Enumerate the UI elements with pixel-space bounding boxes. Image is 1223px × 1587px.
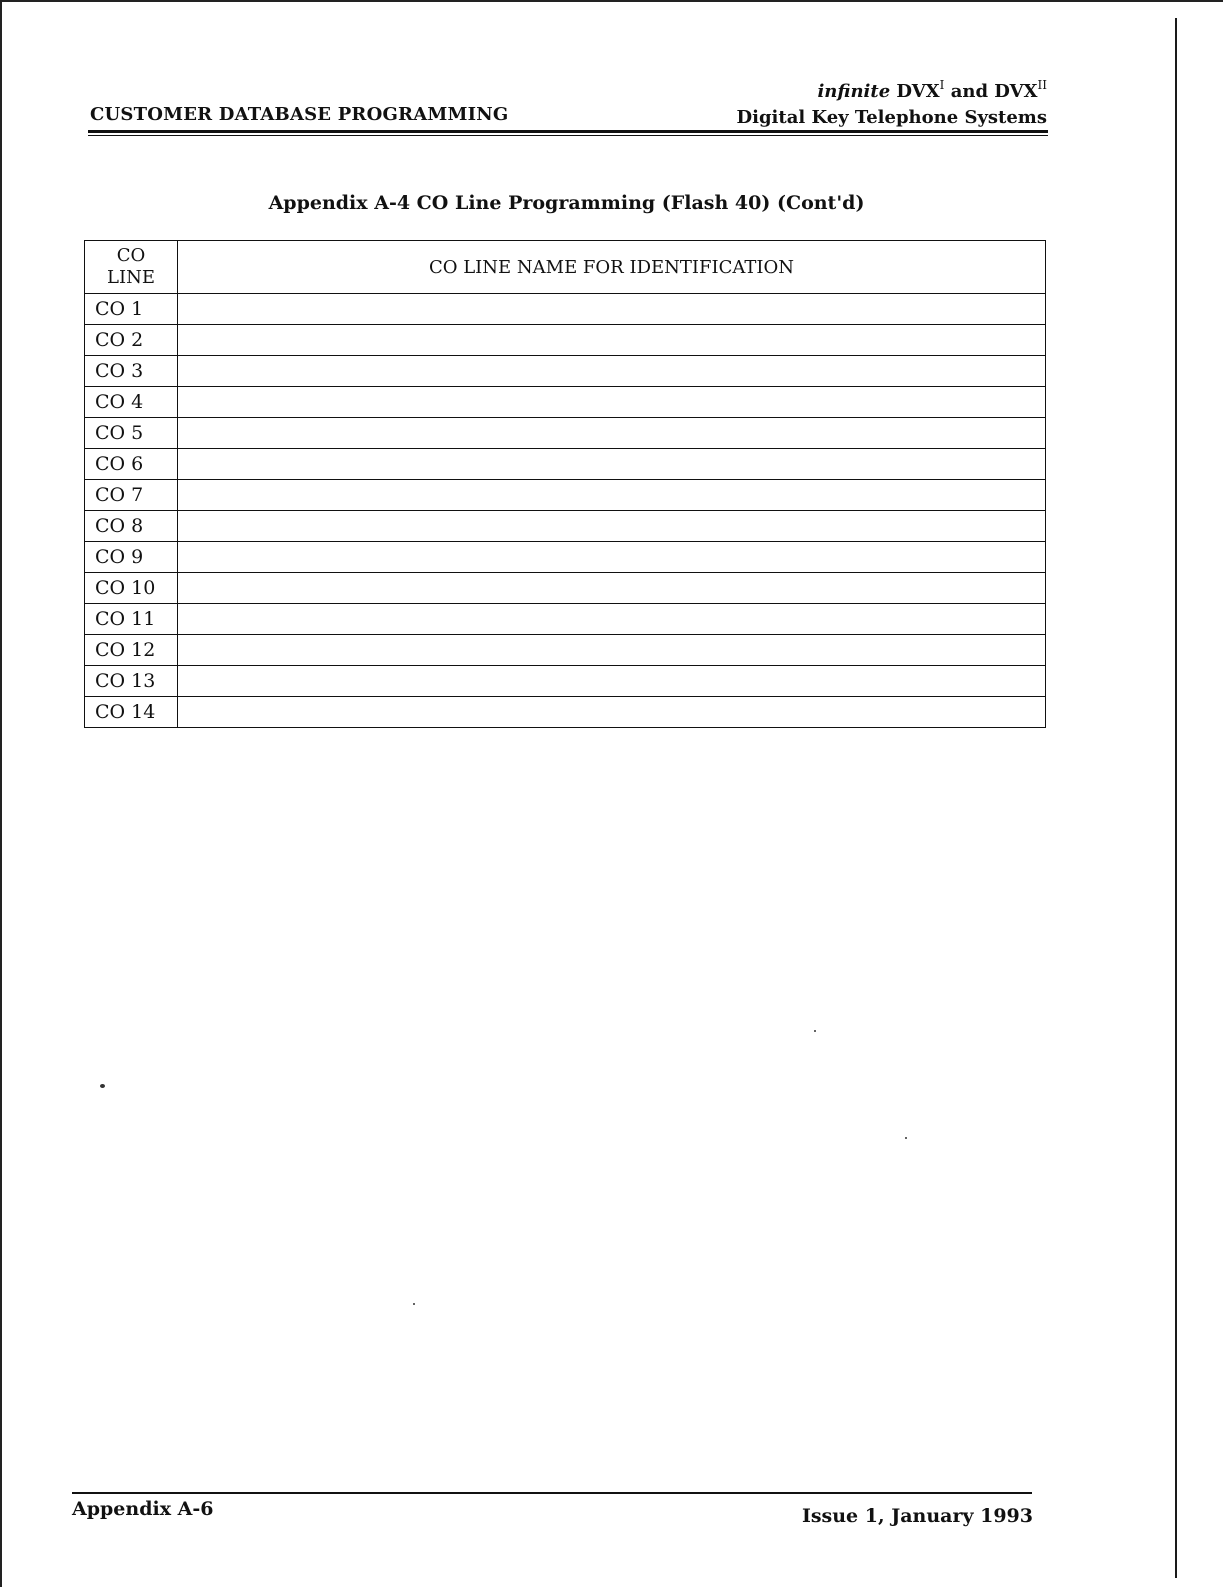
header-rule xyxy=(88,130,1048,133)
scan-speck xyxy=(100,1084,105,1088)
table-row xyxy=(85,356,1046,387)
table-row xyxy=(85,573,1046,604)
co-line-label: CO 7 xyxy=(85,480,178,511)
footer-rule xyxy=(72,1492,1032,1494)
table-row xyxy=(85,511,1046,542)
header-dvx1: DVX xyxy=(896,81,940,102)
page-title: Appendix A-4 CO Line Programming (Flash 40) (Cont'd) xyxy=(268,192,865,214)
scan-border-right xyxy=(1175,18,1177,1578)
co-line-name-cell xyxy=(178,542,1046,573)
co-line-name-cell xyxy=(178,666,1046,697)
column-header-line1: CO xyxy=(116,245,146,266)
table-row xyxy=(85,294,1046,325)
header-brand: infinite xyxy=(817,81,891,102)
table-row xyxy=(85,325,1046,356)
header-product-line: Digital Key Telephone Systems xyxy=(736,107,1047,128)
co-line-name-cell xyxy=(178,387,1046,418)
co-line-name-cell xyxy=(178,480,1046,511)
co-line-name-cell xyxy=(178,325,1046,356)
co-line-label: CO 9 xyxy=(85,542,178,573)
table-row xyxy=(85,666,1046,697)
co-line-label: CO 5 xyxy=(85,418,178,449)
footer-issue-date: Issue 1, January 1993 xyxy=(801,1505,1033,1527)
table-row xyxy=(85,480,1046,511)
scan-border-left xyxy=(0,0,2,1587)
column-header-line2: LINE xyxy=(107,267,155,288)
co-line-label: CO 14 xyxy=(85,697,178,728)
column-header-name: CO LINE NAME FOR IDENTIFICATION xyxy=(178,241,1046,294)
table-header-row xyxy=(85,241,1046,294)
co-line-name-cell xyxy=(178,511,1046,542)
header-rule-thin xyxy=(88,135,1048,136)
table-row xyxy=(85,604,1046,635)
co-line-name-cell xyxy=(178,604,1046,635)
co-line-label: CO 11 xyxy=(85,604,178,635)
table-row xyxy=(85,449,1046,480)
co-line-label: CO 8 xyxy=(85,511,178,542)
co-line-label: CO 13 xyxy=(85,666,178,697)
scan-speck xyxy=(905,1137,907,1139)
co-line-name-cell xyxy=(178,697,1046,728)
table-row xyxy=(85,635,1046,666)
header-sup-1: I xyxy=(939,78,945,92)
co-line-label: CO 2 xyxy=(85,325,178,356)
header-product-name xyxy=(817,78,1047,102)
co-line-label: CO 4 xyxy=(85,387,178,418)
co-line-label: CO 10 xyxy=(85,573,178,604)
co-line-name-cell xyxy=(178,449,1046,480)
co-line-name-cell xyxy=(178,635,1046,666)
co-line-label: CO 12 xyxy=(85,635,178,666)
co-line-name-cell xyxy=(178,356,1046,387)
table-row xyxy=(85,697,1046,728)
table-row xyxy=(85,418,1046,449)
table-row xyxy=(85,387,1046,418)
co-line-name-cell xyxy=(178,418,1046,449)
column-header-co-line xyxy=(85,241,178,294)
scan-speck xyxy=(413,1303,415,1305)
co-line-label: CO 3 xyxy=(85,356,178,387)
scan-border-top xyxy=(0,0,1223,2)
footer-page-number: Appendix A-6 xyxy=(72,1498,214,1520)
co-line-name-cell xyxy=(178,573,1046,604)
table-row xyxy=(85,542,1046,573)
header-section-title: CUSTOMER DATABASE PROGRAMMING xyxy=(90,104,509,125)
co-line-label: CO 1 xyxy=(85,294,178,325)
co-line-name-cell xyxy=(178,294,1046,325)
scan-speck xyxy=(814,1030,816,1032)
header-sup-2: II xyxy=(1037,78,1047,92)
header-and-dvx2: and DVX xyxy=(950,81,1038,102)
co-line-label: CO 6 xyxy=(85,449,178,480)
co-line-table xyxy=(84,240,1046,728)
